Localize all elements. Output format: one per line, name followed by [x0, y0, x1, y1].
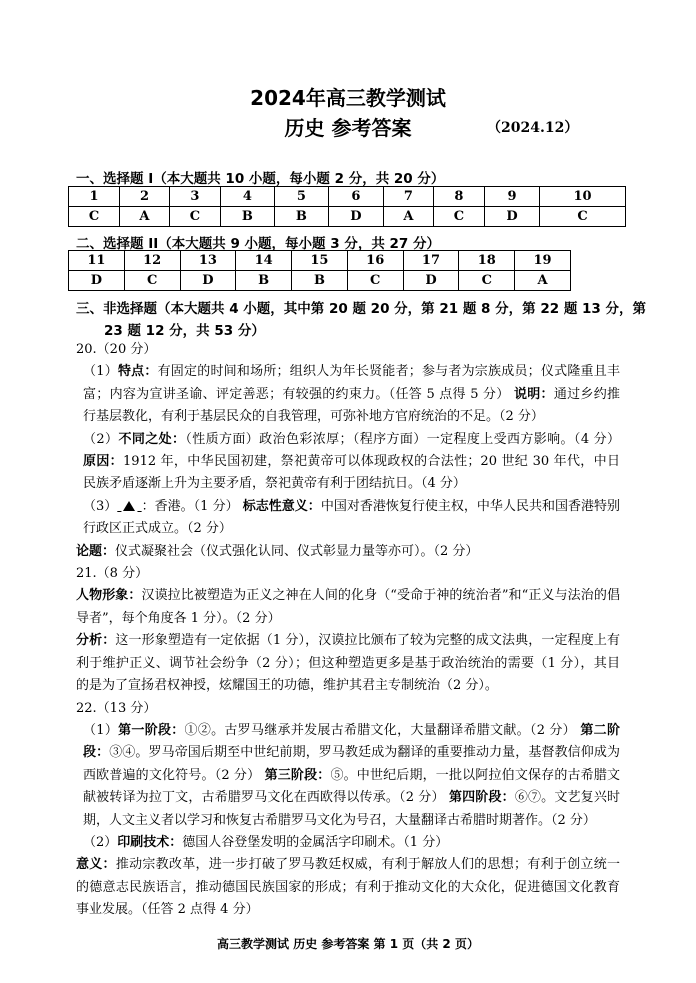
q22-label-stage1: 第一阶段：	[118, 722, 185, 738]
section1-answer-cell: C	[433, 207, 484, 227]
section2-answer-cell: D	[69, 271, 125, 291]
section1-answer-table	[68, 186, 626, 227]
q20-label-thesis: 论题：	[76, 543, 116, 559]
section1-number-cell: 7	[383, 187, 433, 207]
q20-hongkong: ：香港。（1 分）	[141, 498, 239, 514]
q22-part1	[76, 720, 620, 832]
section1-number-cell: 9	[484, 187, 539, 207]
q22-label-stage2: 第二阶段：	[83, 722, 620, 761]
q20-part3	[76, 496, 620, 541]
q21-number: 21.（8 分）	[76, 566, 149, 582]
q22-stage2: ③④。罗马帝国后期至中世纪前期，罗马教廷成为翻译的重要推动力量，基督教信仰成为西欧普遍的文化符号。（2 分）	[83, 745, 620, 783]
section2-number-cell: 15	[292, 251, 348, 271]
section1-number-cell: 10	[540, 187, 626, 207]
q22-label-printing: 印刷技术：	[117, 834, 183, 850]
q20-reason: 1912 年，中华民国初建，祭祀黄帝可以体现政权的合法性；20 世纪 30 年代，中日民族矛盾逐渐上升为主要矛盾，祭祀黄帝有利于团结抗日。（4 分）	[83, 454, 620, 492]
q20-label-explain: 说明：	[513, 386, 554, 402]
q20-number: 20.（20 分）	[76, 342, 157, 357]
question-20	[76, 339, 620, 922]
q21-label-analysis: 分析：	[76, 633, 116, 649]
page-footer: 高三教学测试 历史 参考答案 第 1 页（共 2 页）	[217, 937, 479, 951]
q22-number: 22.（13 分）	[76, 700, 157, 716]
q20-part2	[76, 429, 620, 496]
section3-heading: 三、非选择题（本大题共 4 小题，其中第 20 题 20 分，第 21 题 8 分，第 22 题 13 分，第	[76, 301, 647, 317]
section2-number-cell: 13	[180, 251, 236, 271]
q20-part2-prefix: （2）	[83, 431, 119, 447]
page-subtitle: 历史 参考答案	[284, 116, 412, 140]
q22-significance: 推动宗教改革，进一步打破了罗马教廷权威，有利于解放人们的思想；有利于创立统一的德意志民族语言，推动德国民族国家的形成；有利于推动文化的大众化，促进德国文化教育事业发展。（任答 2 点得 4 分）	[76, 857, 620, 918]
q20-part3-prefix: （3）	[83, 498, 118, 514]
q22-part3	[76, 854, 620, 921]
section1-answer-cell: B	[274, 207, 328, 227]
section1-number-cell: 6	[328, 187, 383, 207]
q20-label-difference: 不同之处：	[118, 431, 186, 447]
section1-answer-cell: C	[540, 207, 626, 227]
section1-number-cell: 4	[220, 187, 274, 207]
section2-answer-table	[68, 250, 571, 291]
q21-part2	[76, 630, 620, 697]
section1-answer-cell: D	[328, 207, 383, 227]
q20-explain: 通过乡约推行基层教化，有利于基层民众的自我管理，可弥补地方官府统治的不足。（2 分）	[83, 386, 620, 425]
section1-number-cell: 8	[433, 187, 484, 207]
q20-part1	[76, 361, 620, 428]
section2-number-cell: 19	[515, 251, 571, 271]
section2-number-cell: 18	[459, 251, 515, 271]
section1-number-cell: 1	[69, 187, 120, 207]
q22-part2	[76, 832, 620, 854]
section2-answer-cell: D	[180, 271, 236, 291]
section2-answer-cell: C	[459, 271, 515, 291]
q21-analysis: 这一形象塑造有一定依据（1 分），汉谟拉比颁布了较为完整的成文法典，一定程度上有利于维护正义、调节社会纷争（2 分）；但这种塑造更多是基于政治统治的需要（1 分），其目的是为了宣扬君权神授，炫耀国王的功德，维护其君主专制统治（2 分）。	[76, 633, 620, 694]
q20-features: 有固定的时间和场所；组织人为年长贤能者；参与者为宗族成员；仪式隆重且丰富；内容为宣讲圣谕、评定善恶；有较强的约束力。（任答 5 点得 5 分）	[83, 364, 620, 402]
section1-answer-cell: C	[169, 207, 220, 227]
section1-answer-cell: D	[484, 207, 539, 227]
section2-number-cell: 16	[347, 251, 403, 271]
q20-label-reason: 原因：	[83, 454, 124, 470]
q22-stage3: ⑤。中世纪后期，一批以阿拉伯文保存的古希腊文献被转译为拉丁文，古希腊罗马文化在西欧得以传承。（2 分）	[83, 767, 620, 806]
section1-answer-cell: B	[220, 207, 274, 227]
section2-heading: 二、选择题 II（本大题共 9 小题，每小题 3 分，共 27 分）	[76, 236, 441, 252]
q22-label-stage3: 第三阶段：	[264, 767, 331, 783]
q22-label-stage4: 第四阶段：	[448, 790, 515, 806]
q20-part1-prefix: （1）	[83, 364, 118, 380]
q20-part4	[76, 541, 620, 563]
section2-answer-cell: A	[515, 271, 571, 291]
q20-thesis: 仪式凝聚社会（仪式强化认同、仪式彰显力量等亦可）。（2 分）	[115, 543, 479, 559]
q22-part2-prefix: （2）	[83, 834, 118, 850]
section1-heading: 一、选择题 I（本大题共 10 小题，每小题 2 分，共 20 分）	[76, 171, 445, 187]
section1-number-cell: 5	[274, 187, 328, 207]
section2-answer-cell: B	[236, 271, 292, 291]
q21-part1	[76, 585, 620, 630]
section1-answer-cell: A	[383, 207, 433, 227]
q22-stage4: ⑥⑦。文艺复兴时期，人文主义者以学习和恢复古希腊罗马文化为号召，大量翻译古希腊时期著作。（2 分）	[83, 790, 620, 828]
section3-heading-cont: 23 题 12 分，共 53 分）	[104, 323, 265, 339]
section2-number-cell: 14	[236, 251, 292, 271]
section1-answer-cell: A	[120, 207, 170, 227]
q20-significance: 中国对香港恢复行使主权，中华人民共和国香港特别行政区正式成立。（2 分）	[83, 498, 621, 537]
section2-number-cell: 17	[403, 251, 459, 271]
q20-label-significance: 标志性意义：	[242, 498, 321, 514]
section2-number-cell: 11	[69, 251, 125, 271]
section2-answer-cell: B	[292, 271, 348, 291]
q20-label-features: 特点：	[117, 364, 158, 380]
page-title: 2024年高三教学测试	[250, 86, 446, 110]
q22-printing: 德国人谷登堡发明的金属活字印刷术。（1 分）	[182, 834, 449, 850]
section1-number-cell: 3	[169, 187, 220, 207]
q21-label-image: 人物形象：	[76, 588, 142, 604]
q22-label-significance: 意义：	[76, 857, 116, 873]
section1-number-cell: 2	[120, 187, 170, 207]
q20-difference: （性质方面）政治色彩浓厚；（程序方面）一定程度上受西方影响。（4 分）	[185, 431, 620, 447]
section1-answer-cell: C	[69, 207, 120, 227]
q22-stage1: ①②。古罗马继承并发展古希腊文化，大量翻译希腊文献。（2 分）	[184, 722, 576, 738]
section2-answer-cell: C	[124, 271, 180, 291]
exam-date: （2024.12）	[487, 120, 579, 136]
section2-answer-cell: D	[403, 271, 459, 291]
section2-answer-cell: C	[347, 271, 403, 291]
triangle-marker-icon	[117, 499, 141, 514]
q22-part1-prefix: （1）	[83, 722, 119, 738]
section2-number-cell: 12	[124, 251, 180, 271]
q21-image: 汉谟拉比被塑造为正义之神在人间的化身（“受命于神的统治者”和“正义与法治的倡导者”，每个角度各 1 分）。（2 分）	[76, 588, 620, 626]
